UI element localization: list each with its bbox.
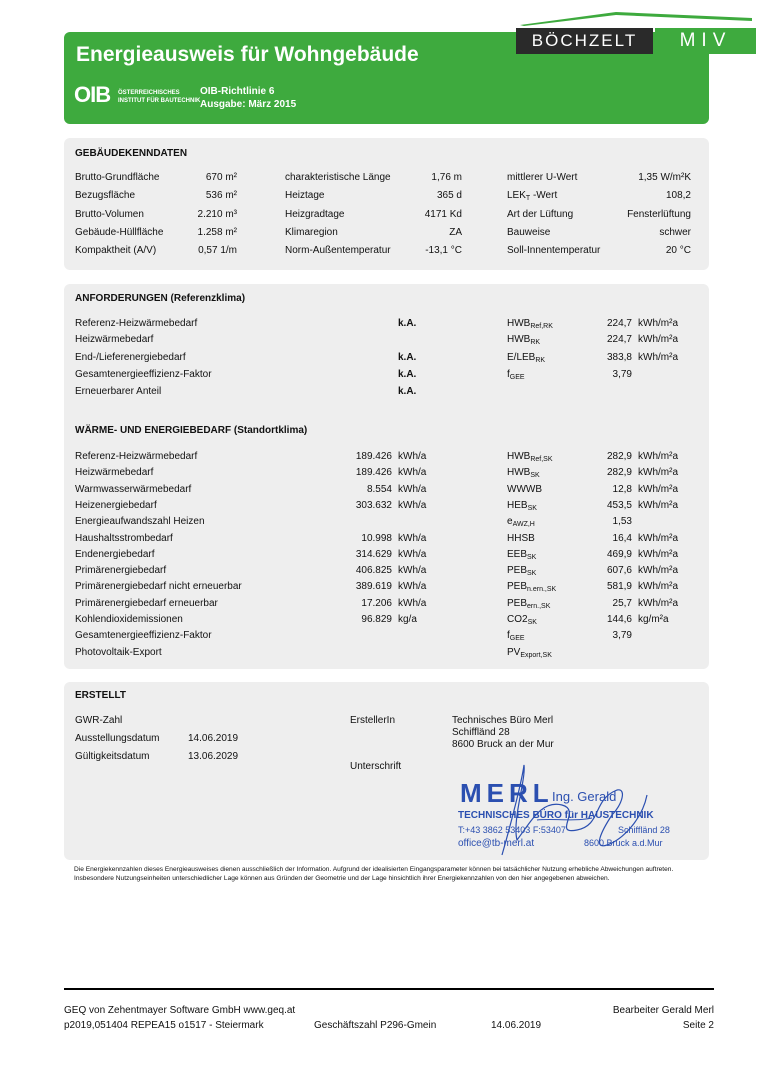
footer-software: GEQ von Zehentmayer Software GmbH www.geq.at bbox=[64, 1005, 296, 1016]
stamp-phone: T:+43 3862 53403 F:53407 bbox=[458, 825, 566, 835]
ausstellungsdatum-label: Ausstellungsdatum bbox=[75, 733, 160, 744]
kenndaten-label: charakteristische Länge bbox=[285, 172, 391, 183]
energie-label: Primärenergiebedarf bbox=[75, 565, 167, 576]
anforderung-symbol-sub: GEE bbox=[509, 374, 525, 381]
ersteller-label: ErstellerIn bbox=[350, 715, 396, 726]
stamp-ing: Ing. Gerald bbox=[552, 789, 617, 804]
energie-number: 12,8 bbox=[612, 484, 632, 495]
energie-value: 17.206 bbox=[361, 598, 392, 609]
kenndaten-value: 536 m² bbox=[205, 190, 237, 201]
unterschrift-label: Unterschrift bbox=[350, 761, 402, 772]
kenndaten-label: Brutto-Grundfläche bbox=[75, 172, 160, 183]
footer-page: Seite 2 bbox=[682, 1020, 714, 1031]
energie-value: 406.825 bbox=[355, 565, 392, 576]
kenndaten-label-sub: T bbox=[525, 195, 531, 202]
anforderung-label: Referenz-Heizwärmebedarf bbox=[75, 318, 198, 329]
energie-value: 10.998 bbox=[361, 533, 392, 544]
energie-label: Haushaltsstrombedarf bbox=[75, 533, 173, 544]
energie-label: Primärenergiebedarf nicht erneuerbar bbox=[75, 581, 242, 592]
anforderung-unit: kWh/m²a bbox=[638, 318, 678, 329]
energie-symbol bbox=[507, 630, 525, 642]
energie-value-unit: kWh/a bbox=[398, 467, 427, 478]
ersteller-name: Technisches Büro Merl bbox=[452, 715, 554, 726]
section-heading: WÄRME- UND ENERGIEBEDARF (Standortklima) bbox=[75, 425, 308, 436]
kenndaten-value: 1,76 m bbox=[431, 172, 462, 183]
kenndaten-label-suffix: -Wert bbox=[530, 190, 558, 201]
gwr-label: GWR-Zahl bbox=[75, 715, 123, 726]
energie-value-unit: kWh/a bbox=[398, 500, 427, 511]
kenndaten-label: Soll-Innentemperatur bbox=[507, 245, 601, 256]
kenndaten-label: Gebäude-Hüllfläche bbox=[75, 227, 164, 238]
gueltigkeitsdatum-label: Gültigkeitsdatum bbox=[75, 751, 150, 762]
energie-symbol bbox=[507, 647, 552, 659]
energie-symbol-sub: GEE bbox=[509, 635, 525, 642]
stamp-company: TECHNISCHES BÜRO für HAUSTECHNIK bbox=[458, 810, 654, 821]
kenndaten-label: Heiztage bbox=[285, 190, 325, 201]
energie-symbol-sub: SK bbox=[527, 619, 537, 626]
oib-ausgabe: Ausgabe: März 2015 bbox=[200, 99, 297, 110]
kenndaten-value: 0,57 1/m bbox=[198, 245, 237, 256]
oib-logo-word: OIB bbox=[74, 82, 111, 107]
energie-symbol bbox=[507, 549, 536, 561]
energie-unit: kWh/m²a bbox=[638, 565, 678, 576]
anforderung-symbol bbox=[507, 318, 553, 330]
footer-divider bbox=[64, 988, 714, 990]
energie-unit: kWh/m²a bbox=[638, 533, 678, 544]
energie-unit: kWh/m²a bbox=[638, 598, 678, 609]
disclaimer-text: Die Energiekennzahlen dieses Energieausweises dienen ausschließlich der Information. Aufgrund der idealisierten Eingangsparameter können bei tatsächlicher Nutzung erhebliche Abweichungen auftreten. Insbesondere Nutzungseinheiten unterschiedlicher Lage können aus Gründen der Geometrie und der Lage hinsichtlich ihrer Energiekennzahlen von den hier angegebenen abweichen. bbox=[74, 866, 674, 882]
energie-number: 453,5 bbox=[606, 500, 632, 511]
energie-symbol bbox=[507, 500, 537, 512]
kenndaten-label: Bauweise bbox=[507, 227, 551, 238]
energie-symbol-main: EEB bbox=[507, 549, 528, 560]
stamp-city: 8600 Bruck a.d.Mur bbox=[584, 838, 663, 848]
energie-symbol-main: HWB bbox=[507, 451, 531, 462]
energie-symbol bbox=[507, 516, 535, 528]
kenndaten-value: 1.258 m² bbox=[197, 227, 237, 238]
energie-symbol-main: HEB bbox=[507, 500, 528, 511]
energie-unit: kWh/m²a bbox=[638, 549, 678, 560]
anforderung-number: 3,79 bbox=[612, 369, 632, 380]
kenndaten-value: 1,35 W/m²K bbox=[638, 172, 691, 183]
kenndaten-value: 4171 Kd bbox=[424, 209, 462, 220]
energie-symbol bbox=[507, 614, 537, 626]
kenndaten-label bbox=[507, 190, 557, 202]
energie-symbol-main: PEB bbox=[507, 581, 528, 592]
energie-symbol-sub: SK bbox=[527, 554, 537, 561]
energie-symbol bbox=[507, 467, 540, 479]
energie-symbol-main: e bbox=[507, 516, 513, 527]
energie-symbol-sub: SK bbox=[527, 570, 537, 577]
oib-logo-subline-1: ÖSTERREICHISCHES bbox=[118, 90, 180, 96]
kenndaten-label: Klimaregion bbox=[285, 227, 338, 238]
energie-unit: kWh/m²a bbox=[638, 500, 678, 511]
energie-unit: kWh/m²a bbox=[638, 581, 678, 592]
energie-symbol bbox=[507, 451, 553, 463]
document-title: Energieausweis für Wohngebäude bbox=[76, 43, 419, 66]
energie-symbol-sub: AWZ,H bbox=[512, 521, 535, 528]
energie-value-unit: kWh/a bbox=[398, 451, 427, 462]
energie-label: Gesamtenergieeffizienz-Faktor bbox=[75, 630, 212, 641]
energie-symbol-sub: Export,SK bbox=[520, 652, 552, 659]
kenndaten-label: Norm-Außentemperatur bbox=[285, 245, 391, 256]
energie-symbol-sub: SK bbox=[527, 505, 537, 512]
stamp-email: office@tb-merl.at bbox=[458, 838, 535, 849]
energie-symbol-main: CO2 bbox=[507, 614, 528, 625]
stamp-street: Schiffländ 28 bbox=[618, 825, 670, 835]
oib-logo bbox=[74, 82, 201, 112]
kenndaten-value: -13,1 °C bbox=[425, 245, 462, 256]
energie-value-unit: kWh/a bbox=[398, 533, 427, 544]
energie-value: 303.632 bbox=[355, 500, 392, 511]
company-logo bbox=[516, 10, 756, 56]
energie-label: Heizenergiebedarf bbox=[75, 500, 157, 511]
kenndaten-label: Art der Lüftung bbox=[507, 209, 574, 220]
energie-symbol bbox=[507, 484, 542, 496]
kenndaten-label: mittlerer U-Wert bbox=[507, 172, 578, 183]
energie-symbol-sub: SK bbox=[530, 472, 540, 479]
anforderung-symbol-main: HWB bbox=[507, 334, 531, 345]
footer-bearbeiter: Bearbeiter Gerald Merl bbox=[612, 1005, 714, 1016]
energie-symbol-main: PEB bbox=[507, 598, 528, 609]
energie-number: 607,6 bbox=[606, 565, 632, 576]
energie-symbol-main: f bbox=[507, 630, 510, 641]
footer-geschaeftszahl: Geschäftszahl P296-Gmein bbox=[314, 1020, 437, 1031]
energie-value: 389.619 bbox=[355, 581, 392, 592]
energie-symbol-main: HWB bbox=[507, 467, 531, 478]
energie-unit: kWh/m²a bbox=[638, 484, 678, 495]
anforderung-symbol bbox=[507, 352, 545, 364]
anforderung-symbol-sub: RK bbox=[530, 339, 541, 346]
energie-value: 8.554 bbox=[366, 484, 392, 495]
anforderung-symbol-main: E/LEB bbox=[507, 352, 536, 363]
kenndaten-label: Brutto-Volumen bbox=[75, 209, 144, 220]
footer-date: 14.06.2019 bbox=[491, 1020, 542, 1031]
energie-symbol-main: WWWB bbox=[507, 484, 542, 495]
section-heading: GEBÄUDEKENNDATEN bbox=[75, 148, 188, 159]
energie-symbol-sub: n.ern.,SK bbox=[527, 586, 557, 593]
anforderung-value: k.A. bbox=[398, 369, 417, 380]
kenndaten-value: 670 m² bbox=[205, 172, 237, 183]
anforderung-label: End-/Lieferenergiebedarf bbox=[75, 352, 186, 363]
energie-symbol bbox=[507, 598, 550, 610]
energie-number: 25,7 bbox=[612, 598, 632, 609]
energie-symbol-sub: Ref,SK bbox=[530, 456, 553, 463]
energie-label: Photovoltaik-Export bbox=[75, 647, 162, 658]
energie-unit: kWh/m²a bbox=[638, 451, 678, 462]
anforderung-symbol-main: f bbox=[507, 369, 510, 380]
energie-label: Primärenergiebedarf erneuerbar bbox=[75, 598, 218, 609]
ersteller-street: Schiffländ 28 bbox=[452, 727, 510, 738]
anforderung-symbol-sub: Ref,RK bbox=[530, 323, 553, 330]
kenndaten-value: Fensterlüftung bbox=[627, 209, 691, 220]
energie-value-unit: kWh/a bbox=[398, 581, 427, 592]
kenndaten-value: 365 d bbox=[436, 190, 462, 201]
energie-symbol bbox=[507, 533, 535, 545]
kenndaten-value: ZA bbox=[449, 227, 462, 238]
kenndaten-label-main: LEK bbox=[507, 190, 526, 201]
energie-value-unit: kg/a bbox=[398, 614, 417, 625]
anforderung-label: Erneuerbarer Anteil bbox=[75, 386, 162, 397]
energie-number: 144,6 bbox=[606, 614, 632, 625]
anforderung-unit: kWh/m²a bbox=[638, 352, 678, 363]
energie-unit: kWh/m²a bbox=[638, 467, 678, 478]
energie-symbol bbox=[507, 581, 556, 593]
energie-label: Heizwärmebedarf bbox=[75, 467, 154, 478]
energie-number: 1,53 bbox=[612, 516, 632, 527]
energie-unit: kg/m²a bbox=[638, 614, 669, 625]
energie-value: 314.629 bbox=[355, 549, 392, 560]
anforderung-value: k.A. bbox=[398, 318, 417, 329]
section-heading: ERSTELLT bbox=[75, 690, 126, 701]
kenndaten-value: 20 °C bbox=[665, 245, 691, 256]
anforderung-number: 224,7 bbox=[606, 334, 632, 345]
energie-symbol-main: PV bbox=[507, 647, 521, 658]
anforderung-symbol bbox=[507, 334, 540, 346]
signature-icon bbox=[442, 760, 692, 860]
energie-value: 189.426 bbox=[355, 467, 392, 478]
kenndaten-label: Bezugsfläche bbox=[75, 190, 136, 201]
kenndaten-label: Kompaktheit (A/V) bbox=[75, 245, 157, 256]
energie-symbol-main: HHSB bbox=[507, 533, 535, 544]
energie-value: 189.426 bbox=[355, 451, 392, 462]
energie-label: Kohlendioxidemissionen bbox=[75, 614, 183, 625]
anforderung-value: k.A. bbox=[398, 386, 417, 397]
energie-label: Referenz-Heizwärmebedarf bbox=[75, 451, 198, 462]
anforderung-value: k.A. bbox=[398, 352, 417, 363]
section-heading: ANFORDERUNGEN (Referenzklima) bbox=[75, 293, 246, 304]
anforderung-number: 383,8 bbox=[606, 352, 632, 363]
signature-stamp bbox=[442, 760, 692, 860]
ausstellungsdatum-value: 14.06.2019 bbox=[188, 733, 239, 744]
oib-logo-subline-2: INSTITUT FÜR BAUTECHNIK bbox=[118, 98, 201, 104]
kenndaten-value: schwer bbox=[659, 227, 691, 238]
kenndaten-value: 2.210 m³ bbox=[197, 209, 237, 220]
gueltigkeitsdatum-value: 13.06.2029 bbox=[188, 751, 239, 762]
anforderung-unit: kWh/m²a bbox=[638, 334, 678, 345]
energie-number: 3,79 bbox=[612, 630, 632, 641]
anforderung-symbol-main: HWB bbox=[507, 318, 531, 329]
energie-number: 469,9 bbox=[606, 549, 632, 560]
anforderung-number: 224,7 bbox=[606, 318, 632, 329]
oib-richtlinie: OIB-Richtlinie 6 bbox=[200, 86, 275, 97]
energie-value-unit: kWh/a bbox=[398, 565, 427, 576]
anforderung-symbol bbox=[507, 369, 525, 381]
energie-number: 16,4 bbox=[612, 533, 632, 544]
energie-label: Warmwasserwärmebedarf bbox=[75, 484, 192, 495]
energie-symbol-main: PEB bbox=[507, 565, 528, 576]
ersteller-city: 8600 Bruck an der Mur bbox=[452, 739, 554, 750]
kenndaten-value: 108,2 bbox=[665, 190, 691, 201]
company-logo-left: BÖCHZELT bbox=[516, 28, 653, 54]
footer-project: p2019,051404 REPEA15 o1517 - Steiermark bbox=[64, 1020, 264, 1031]
energie-symbol bbox=[507, 565, 536, 577]
energie-value-unit: kWh/a bbox=[398, 549, 427, 560]
energie-value-unit: kWh/a bbox=[398, 484, 427, 495]
energie-number: 282,9 bbox=[606, 451, 632, 462]
stamp-merl: MERL bbox=[460, 778, 554, 808]
energie-value: 96.829 bbox=[361, 614, 392, 625]
anforderung-label: Gesamtenergieeffizienz-Faktor bbox=[75, 369, 212, 380]
energie-value-unit: kWh/a bbox=[398, 598, 427, 609]
kenndaten-label: Heizgradtage bbox=[285, 209, 345, 220]
roof-icon bbox=[516, 10, 756, 26]
energie-number: 282,9 bbox=[606, 467, 632, 478]
energie-label: Energieaufwandszahl Heizen bbox=[75, 516, 205, 527]
anforderung-label: Heizwärmebedarf bbox=[75, 334, 154, 345]
energie-label: Endenergiebedarf bbox=[75, 549, 155, 560]
energie-number: 581,9 bbox=[606, 581, 632, 592]
anforderung-symbol-sub: RK bbox=[535, 357, 546, 364]
company-logo-right: MIV bbox=[655, 28, 756, 54]
energie-symbol-sub: ern.,SK bbox=[527, 603, 551, 610]
